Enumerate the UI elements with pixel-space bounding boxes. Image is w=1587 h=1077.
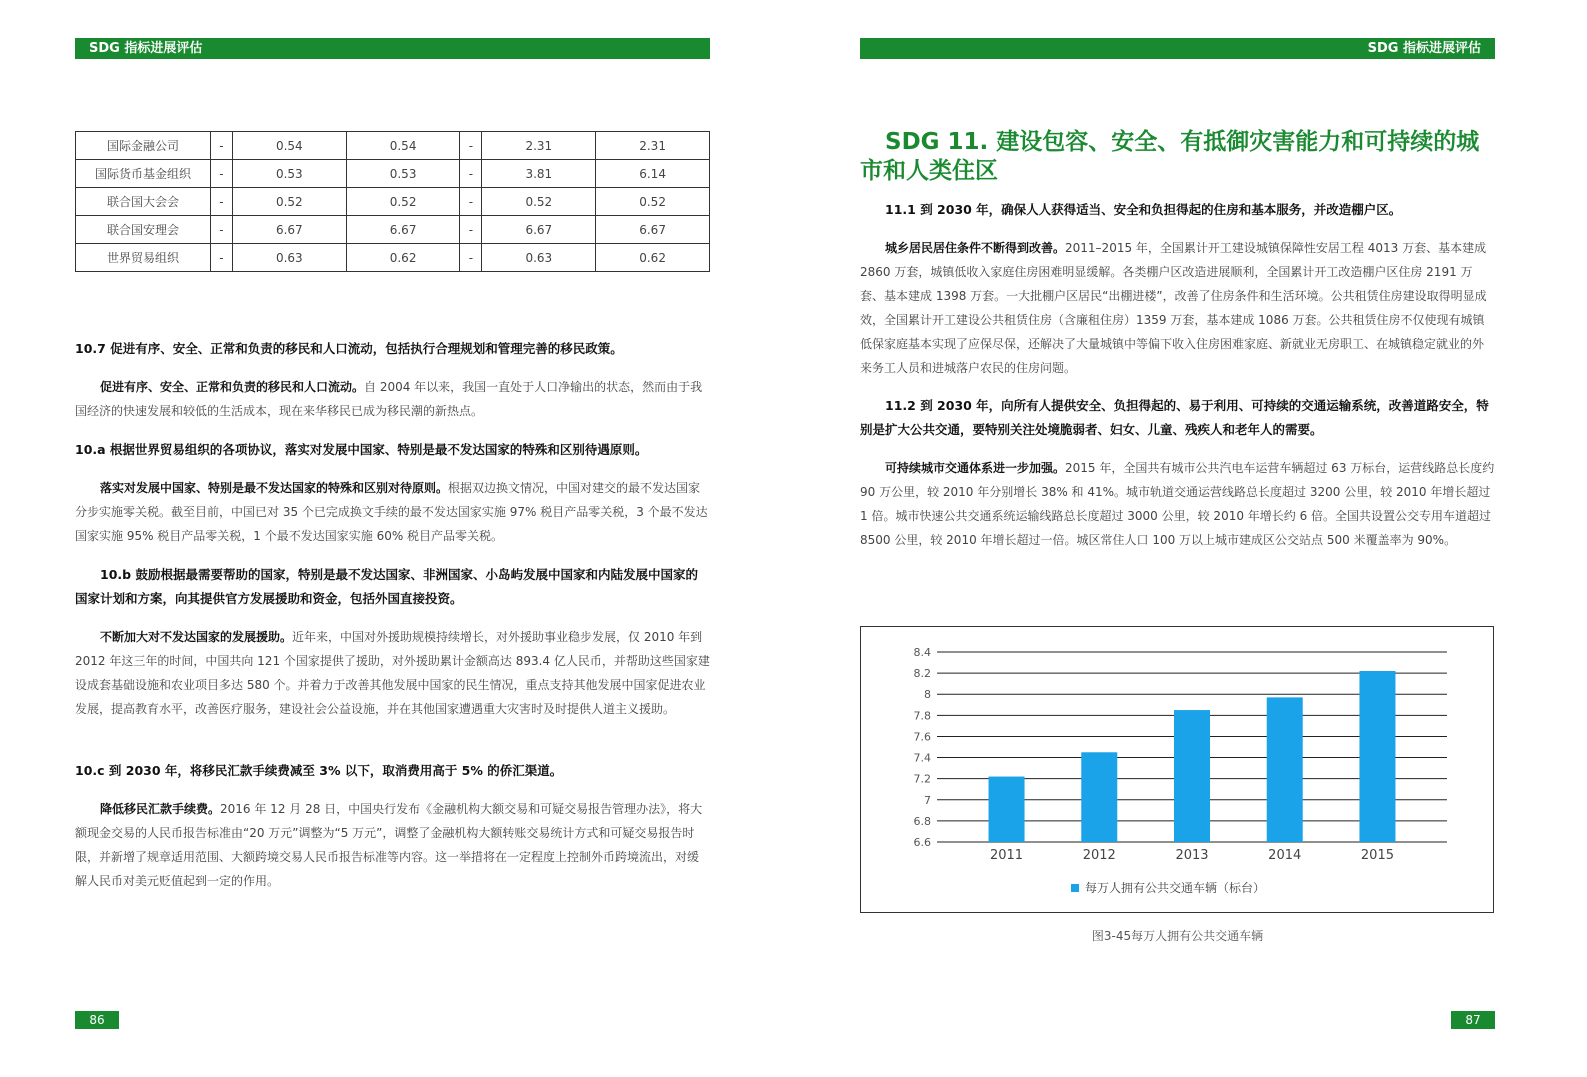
table-row xyxy=(76,160,710,188)
paragraph-10-a-lead: 落实对发展中国家、特别是最不发达国家的特殊和区别对待原则。 xyxy=(100,481,449,495)
bar-2015 xyxy=(1359,671,1395,842)
table-cell-value: - xyxy=(460,216,482,244)
x-tick-label: 2015 xyxy=(1360,848,1395,863)
heading-10-7: 10.7 促进有序、安全、正常和负责的移民和人口流动，包括执行合理规划和管理完善的移民政策。 xyxy=(75,341,623,356)
table-cell-org: 国际金融公司 xyxy=(76,132,211,160)
table-cell-value: 0.54 xyxy=(346,132,460,160)
table-cell-value: - xyxy=(211,132,233,160)
y-tick-label: 6.6 xyxy=(913,836,931,849)
y-tick-label: 8 xyxy=(924,688,931,702)
paragraph-10-b-text: 近年来，中国对外援助规模持续增长，对外援助事业稳步发展，仅 2010 年到 2012 年这三年的时间，中国共向 121 个国家提供了援助，对外援助累计金额高达 893.4 亿人民币，并帮助这些国家建设成套基础设施和农业项目多达 580 个。并着力于改善其他发展中国家的民生情况，重点支持其他发展中国家促进农业发展，提高教育水平，改善医疗服务，建设社会公益设施，并在其他国家遭遇重大灾害时及时提供人道主义援助。 xyxy=(75,630,710,716)
left-header-bar: SDG 指标进展评估 xyxy=(75,38,710,59)
table-cell-value: - xyxy=(211,160,233,188)
table-cell-value: 6.67 xyxy=(482,216,596,244)
heading-10-c: 10.c 到 2030 年，将移民汇款手续费减至 3% 以下，取消费用高于 5% 的侨汇渠道。 xyxy=(75,763,563,778)
table-cell-value: - xyxy=(460,160,482,188)
paragraph-11-2-lead: 可持续城市交通体系进一步加强。 xyxy=(885,461,1066,475)
x-tick-label: 2012 xyxy=(1082,848,1116,863)
table-cell-value: 0.52 xyxy=(482,188,596,216)
paragraph-10-c xyxy=(75,797,710,893)
bar-chart xyxy=(861,627,1493,912)
paragraph-10-a-text: 根据双边换文情况，中国对建交的最不发达国家分步实施零关税。截至目前，中国已对 35 个已完成换文手续的最不发达国家实施 97% 税目产品零关税，3 个最不发达国家实施 95% 税目产品零关税，1 个最不发达国家实施 60% 税目产品零关税。 xyxy=(75,481,708,543)
table-cell-org: 联合国安理会 xyxy=(76,216,211,244)
table-cell-value: 2.31 xyxy=(482,132,596,160)
data-table xyxy=(75,131,710,272)
table-cell-value: - xyxy=(211,188,233,216)
table-cell-value: 0.53 xyxy=(232,160,346,188)
table-cell-value: - xyxy=(460,132,482,160)
table-cell-value: - xyxy=(211,216,233,244)
paragraph-10-7-text: 自 2004 年以来，我国一直处于人口净输出的状态，然而由于我国经济的快速发展和较低的生活成本，现在来华移民已成为移民潮的新热点。 xyxy=(75,380,703,418)
chart-caption: 图3-45每万人拥有公共交通车辆 xyxy=(1091,929,1264,943)
y-tick-label: 8.2 xyxy=(913,667,931,681)
right-header-bar: SDG 指标进展评估 xyxy=(860,38,1495,59)
paragraph-10-c-lead: 降低移民汇款手续费。 xyxy=(100,802,221,816)
table-cell-org: 世界贸易组织 xyxy=(76,244,211,272)
table-cell-value: 0.62 xyxy=(596,244,710,272)
table-row xyxy=(76,244,710,272)
y-tick-label: 6.8 xyxy=(913,814,931,828)
table-cell-value: 3.81 xyxy=(482,160,596,188)
y-tick-label: 7.8 xyxy=(913,709,931,723)
table-cell-value: 0.62 xyxy=(346,244,460,272)
y-tick-label: 7.2 xyxy=(913,772,931,786)
table-cell-value: 6.14 xyxy=(596,160,710,188)
table-cell-value: 6.67 xyxy=(346,216,460,244)
bar-2012 xyxy=(1081,752,1117,842)
page-number-right: 87 xyxy=(1451,1011,1495,1029)
heading-11-2: 11.2 到 2030 年，向所有人提供安全、负担得起的、易于利用、可持续的交通运输系统，改善道路安全，特别是扩大公共交通，要特别关注处境脆弱者、妇女、儿童、残疾人和老年人的需要。 xyxy=(860,398,1489,437)
heading-10-a: 10.a 根据世界贸易组织的各项协议，落实对发展中国家、特别是最不发达国家的特殊和区别待遇原则。 xyxy=(75,442,648,457)
table-cell-value: 0.52 xyxy=(346,188,460,216)
paragraph-11-1 xyxy=(860,236,1495,380)
heading-11-1: 11.1 到 2030 年，确保人人获得适当、安全和负担得起的住房和基本服务，并改造棚户区。 xyxy=(885,202,1402,217)
y-tick-label: 7.4 xyxy=(913,751,931,765)
table-cell-org: 联合国大会会 xyxy=(76,188,211,216)
table-cell-value: 0.52 xyxy=(232,188,346,216)
legend-label: 每万人拥有公共交通车辆（标台） xyxy=(1085,881,1266,895)
table-cell-value: 6.67 xyxy=(596,216,710,244)
left-page xyxy=(0,0,793,1077)
page-number-left: 86 xyxy=(75,1011,119,1029)
table-row xyxy=(76,216,710,244)
paragraph-11-1-text: 2011–2015 年，全国累计开工建设城镇保障性安居工程 4013 万套、基本建成 2860 万套，城镇低收入家庭住房困难明显缓解。各类棚户区改造进展顺利，全国累计开工改造棚户区住房 2191 万套、基本建成 1398 万套。一大批棚户区居民“出棚进楼”，改善了住房条件和生活环境。公共租赁住房建设取得明显成效，全国累计开工建设公共租赁住房（含廉租住房）1359 万套，基本建成 1086 万套。公共租赁住房不仅使现有城镇低保家庭基本实现了应保尽保，还解决了大量城镇中等偏下收入住房困难家庭、新就业无房职工、在城镇稳定就业的外来务工人员和进城落户农民的住房问题。 xyxy=(860,241,1487,375)
table-cell-org: 国际货币基金组织 xyxy=(76,160,211,188)
paragraph-11-2-text: 2015 年，全国共有城市公共汽电车运营车辆超过 63 万标台，运营线路总长度约 90 万公里，较 2010 年分别增长 38% 和 41%。城市轨道交通运营线路总长度超过 3200 公里，较 2010 年增长超过 1 倍。城市快速公共交通系统运输线路总长度超过 3000 公里，较 2010 年增长约 6 倍。全国共设置公交专用车道超过 8500 公里，较 2010 年增长超过一倍。城区常住人口 100 万以上城市建成区公交站点 500 米覆盖率为 90%。 xyxy=(860,461,1495,547)
legend-swatch xyxy=(1071,884,1079,892)
table-cell-value: - xyxy=(460,188,482,216)
table-row xyxy=(76,188,710,216)
paragraph-10-c-text: 2016 年 12 月 28 日，中国央行发布《金融机构大额交易和可疑交易报告管理办法》，将大额现金交易的人民币报告标准由“20 万元”调整为“5 万元”，调整了金融机构大额转账交易统计方式和可疑交易报告时限，并新增了规章适用范围、大额跨境交易人民币报告标准等内容。这一举措将在一定程度上控制外币跨境流出，对缓解人民币对美元贬值起到一定的作用。 xyxy=(75,802,703,888)
table-row xyxy=(76,132,710,160)
heading-10-b: 10.b 鼓励根据最需要帮助的国家，特别是最不发达国家、非洲国家、小岛屿发展中国家和内陆发展中国家的国家计划和方案，向其提供官方发展援助和资金，包括外国直接投资。 xyxy=(75,567,698,606)
bar-2013 xyxy=(1174,710,1210,842)
table-cell-value: 0.63 xyxy=(232,244,346,272)
table-cell-value: - xyxy=(211,244,233,272)
sdg-11-title: SDG 11. 建设包容、安全、有抵御灾害能力和可持续的城市和人类住区 xyxy=(860,129,1480,184)
paragraph-10-b-lead: 不断加大对不发达国家的发展援助。 xyxy=(100,630,293,644)
y-tick-label: 8.4 xyxy=(913,646,931,659)
paragraph-11-2 xyxy=(860,456,1495,552)
table-cell-value: 2.31 xyxy=(596,132,710,160)
bar-2011 xyxy=(989,777,1025,842)
right-page xyxy=(794,0,1587,1077)
bar-chart-box xyxy=(860,626,1494,913)
x-tick-label: 2013 xyxy=(1175,848,1209,863)
table-cell-value: 0.52 xyxy=(596,188,710,216)
table-cell-value: 0.54 xyxy=(232,132,346,160)
table-cell-value: 0.63 xyxy=(482,244,596,272)
paragraph-11-1-lead: 城乡居民居住条件不断得到改善。 xyxy=(885,241,1066,255)
paragraph-10-b xyxy=(75,625,710,721)
x-tick-label: 2014 xyxy=(1268,848,1302,863)
y-tick-label: 7 xyxy=(924,793,931,807)
table-cell-value: 6.67 xyxy=(232,216,346,244)
table-cell-value: - xyxy=(460,244,482,272)
paragraph-10-a xyxy=(75,476,710,548)
table-cell-value: 0.53 xyxy=(346,160,460,188)
paragraph-10-7 xyxy=(75,375,710,423)
y-tick-label: 7.6 xyxy=(913,730,931,744)
paragraph-10-7-lead: 促进有序、安全、正常和负责的移民和人口流动。 xyxy=(100,380,365,394)
x-tick-label: 2011 xyxy=(989,848,1024,863)
bar-2014 xyxy=(1267,697,1303,842)
